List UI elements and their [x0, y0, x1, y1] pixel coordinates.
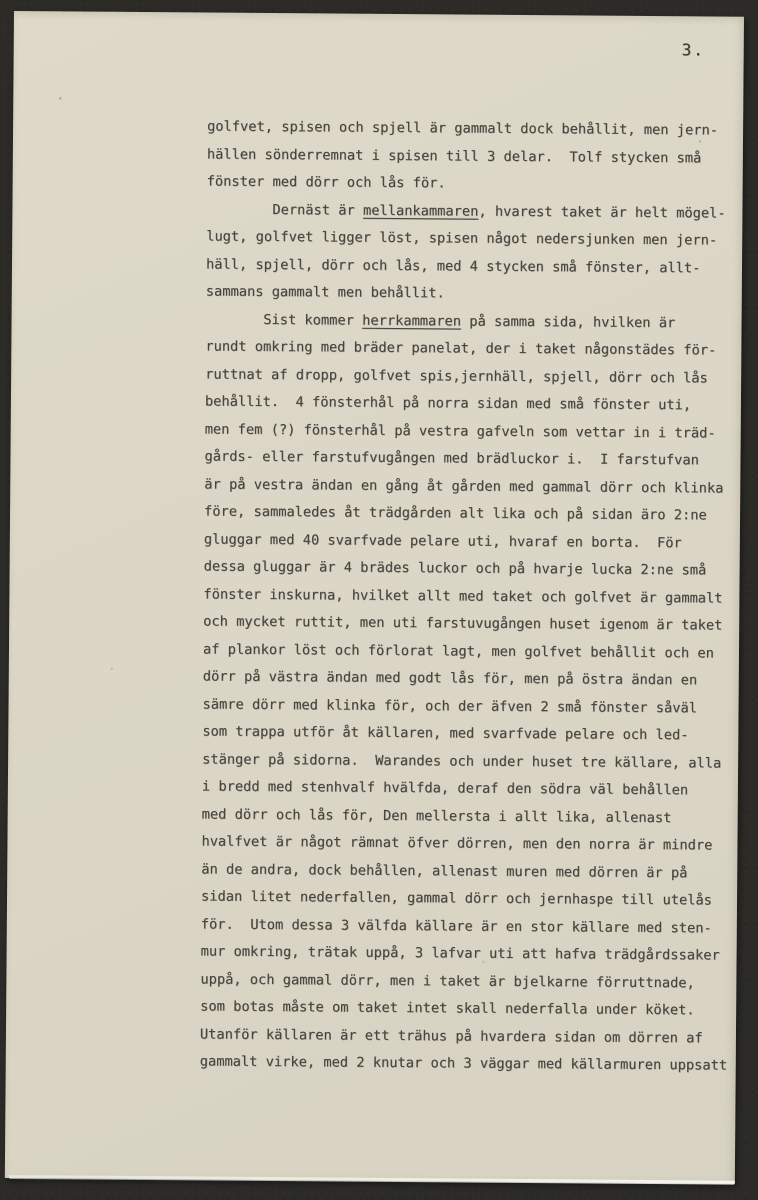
text-segment: på samma sida, hvilken är [460, 313, 676, 331]
text-segment: lugt, golfvet ligger löst, spisen något nedersjunken men jern- [206, 228, 718, 249]
text-segment: uppå, och gammal dörr, men i taket är bjelkarne förruttnade, [200, 970, 695, 991]
text-segment: med dörr och lås för, Den mellersta i allt lika, allenast [201, 805, 672, 826]
text-line [206, 279, 752, 311]
text-line [205, 416, 751, 448]
text-segment: dörr på västra ändan med godt lås för, men på östra ändan en [202, 668, 698, 689]
text-line [202, 774, 748, 806]
text-line [200, 1048, 746, 1080]
text-segment: sammans gammalt men behållit. [205, 283, 445, 302]
document-text-block [200, 114, 754, 1081]
text-line [206, 251, 752, 283]
text-line [200, 966, 746, 998]
text-line [201, 911, 747, 943]
text-segment: Utanför källaren är ett trähus på hvardera sidan om dörren af [199, 1025, 703, 1046]
text-line [200, 1021, 746, 1053]
text-line [205, 306, 751, 338]
text-segment: stänger på sidorna. Warandes och under huset tre källare, alla [202, 751, 722, 772]
text-segment: före, sammaledes åt trädgården alt lika och på sidan äro 2:ne [204, 503, 707, 524]
text-line [205, 389, 751, 421]
text-line [204, 471, 750, 503]
text-segment: Dernäst är [206, 201, 364, 219]
text-line [202, 719, 748, 751]
text-segment: dessa gluggar är 4 brädes luckor och på hvarje lucka 2:ne små [203, 558, 707, 579]
underlined-term: herrkammaren [362, 312, 462, 330]
text-line [205, 334, 751, 366]
text-segment: men fem (?) fönsterhål på vestra gafveln som vettar in i träd- [204, 421, 716, 442]
text-line [203, 636, 749, 668]
text-segment: gluggar med 40 svarfvade pelare uti, hvaraf en borta. För [203, 531, 682, 551]
text-line [206, 196, 752, 228]
text-line [204, 499, 750, 531]
text-line [204, 554, 750, 586]
text-line [207, 141, 753, 173]
text-segment: som trappa utför åt källaren, med svarfvade pelare och led- [202, 723, 689, 744]
text-line [203, 581, 749, 613]
text-line [200, 993, 746, 1025]
text-segment: , hvarest taket är helt mögel- [478, 203, 726, 222]
text-line [206, 224, 752, 256]
text-line [204, 444, 750, 476]
text-line [207, 169, 753, 201]
text-segment: golfvet, spisen och spjell är gammalt dock behållit, men jern- [207, 118, 719, 139]
text-segment: gårds- eller farstufvugången med brädluckor i. I farstufvan [204, 448, 699, 469]
text-line [205, 361, 751, 393]
text-line [202, 691, 748, 723]
text-segment: rundt omkring med bräder panelat, der i taket någonstädes för- [205, 338, 717, 359]
text-line [207, 114, 753, 146]
text-line [203, 609, 749, 641]
text-segment: häll, spjell, dörr och lås, med 4 stycken små fönster, allt- [205, 256, 701, 276]
page-number: 3. [681, 40, 706, 60]
text-segment: sidan litet nederfallen, gammal dörr och jernhaspe till utelås [200, 888, 713, 909]
text-line [202, 746, 748, 778]
text-segment: är på vestra ändan en gång åt gården med gammal dörr och klinka [204, 476, 724, 497]
text-segment: och mycket ruttit, men uti farstuvugången huset igenom är taket [203, 613, 723, 634]
text-line [202, 801, 748, 833]
text-segment: hällen sönderremnat i spisen till 3 delar. Tolf stycken små [206, 146, 702, 166]
text-segment: som botas måste om taket intet skall nederfalla under köket. [200, 998, 695, 1019]
text-segment: än de andra, dock behållen, allenast muren med dörren är på [201, 860, 688, 881]
text-line [201, 856, 747, 888]
text-line [201, 828, 747, 860]
text-segment: sämre dörr med klinka för, och der äfven 2 små fönster såväl [202, 696, 698, 716]
text-segment: hvalfvet är något rämnat öfver dörren, men den norra är mindre [201, 833, 713, 854]
text-segment: fönster med dörr och lås för. [206, 173, 446, 192]
text-segment: gammalt virke, med 2 knutar och 3 väggar med källarmuren uppsatt [199, 1053, 728, 1074]
text-segment: Sist kommer [205, 311, 363, 329]
text-line [201, 883, 747, 915]
text-line [203, 664, 749, 696]
text-segment: fönster inskurna, hvilket allt med taket och golfvet är gammalt [203, 586, 723, 607]
document-page [5, 11, 744, 1184]
text-line [204, 526, 750, 558]
text-segment: af plankor löst och förlorat lagt, men golfvet behållit och en [202, 641, 714, 662]
text-line [201, 938, 747, 970]
text-segment: behållit. 4 fönsterhål på norra sidan med små fönster uti, [204, 393, 692, 414]
text-segment: mur omkring, trätak uppå, 3 lafvar uti att hafva trädgårdssaker [200, 943, 720, 964]
underlined-term: mellankammaren [362, 202, 479, 220]
text-segment: för. Utom dessa 3 välfda källare är en stor källare med sten- [200, 915, 712, 937]
text-segment: i bredd med stenhvalf hvälfda, deraf den södra väl behållen [201, 778, 689, 799]
text-segment: ruttnat af dropp, golfvet spis,jernhäll, spjell, dörr och lås [205, 366, 708, 386]
